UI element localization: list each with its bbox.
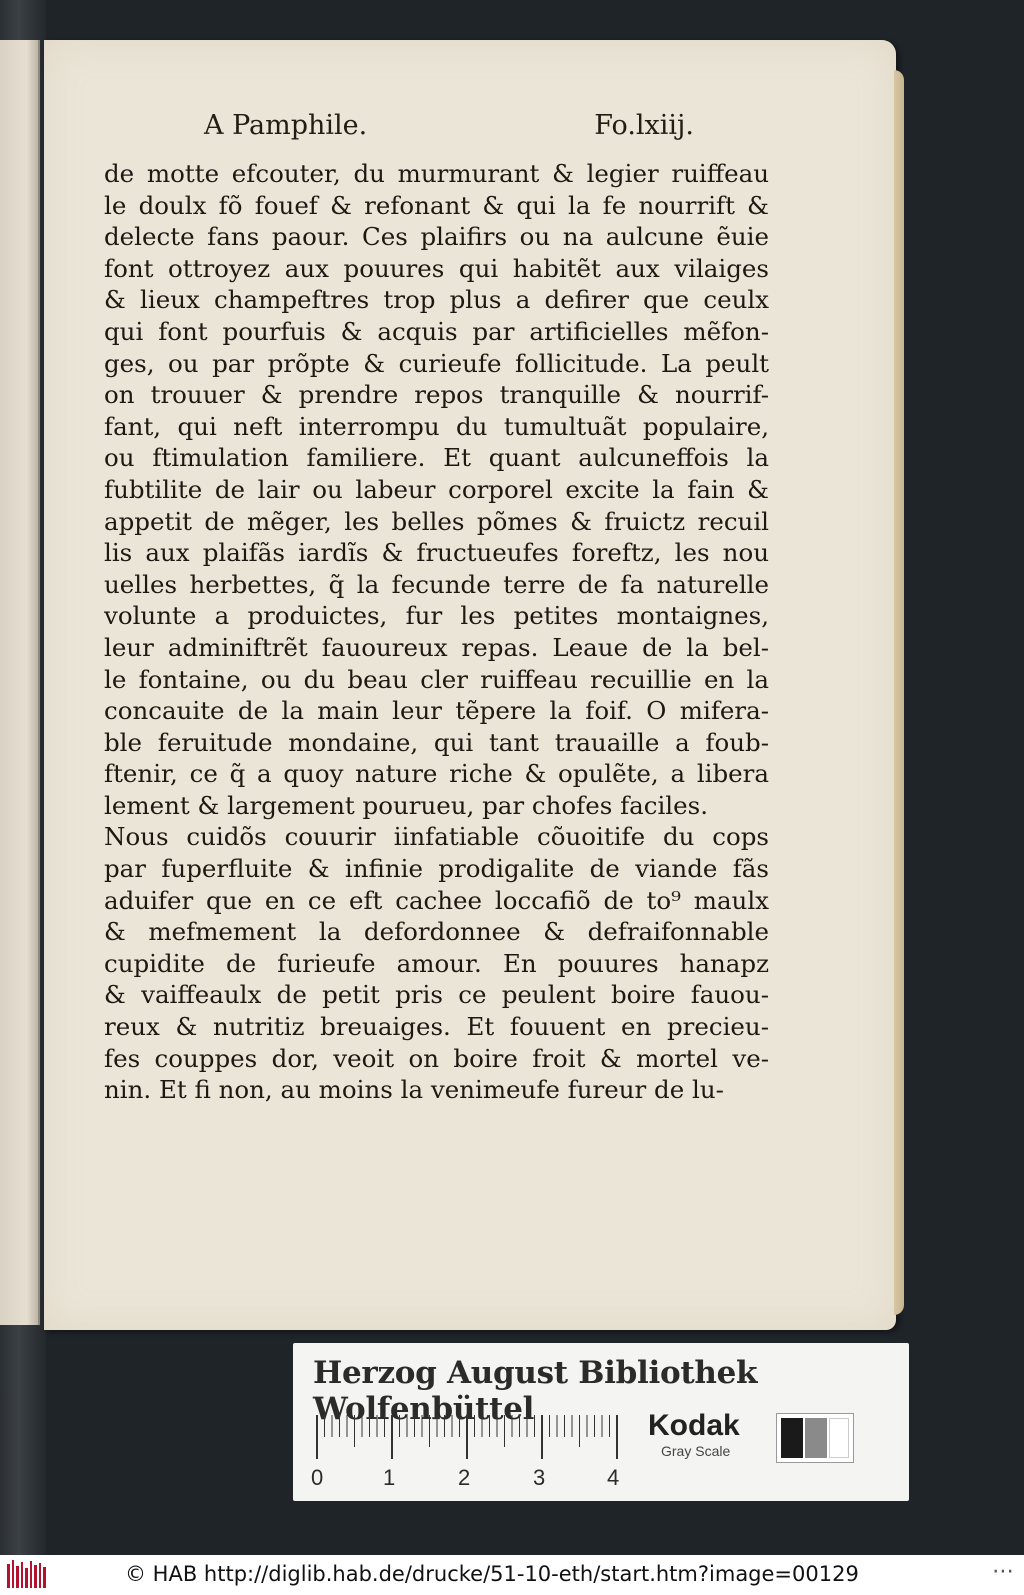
body-text — [104, 158, 769, 1106]
book-page — [44, 40, 896, 1330]
color-target-card — [293, 1343, 909, 1501]
text-line: ges, ou par prõpte & curieufe follicitude. La peult — [104, 348, 769, 378]
text-line: & mefmement la defordonnee & defraifonnable — [104, 917, 769, 947]
text-line: de motte efcouter, du murmurant & legier ruiffeau — [104, 159, 769, 188]
ruler-number: 0 — [311, 1465, 324, 1490]
gray-scale-label: Gray Scale — [661, 1443, 731, 1459]
running-head-title: A Pamphile. — [204, 110, 368, 141]
text-line: cupidite de furieufe amour. En pouures hanapz — [104, 948, 769, 978]
text-line: volunte a produictes, fur les petites montaignes, — [104, 601, 769, 631]
text-line: font ottroyez aux pouures qui habitẽt aux vilaiges — [104, 253, 769, 283]
folio-number: Fo.lxiij. — [594, 110, 694, 141]
text-line: le fontaine, ou du beau cler ruiffeau recuillie en la — [104, 664, 769, 694]
patch-light — [829, 1418, 849, 1458]
text-line: ftenir, ce q̃ a quoy nature riche & opulẽte, a libera — [104, 759, 769, 789]
text-line: appetit de mẽger, les belles põmes & fruictz recuil — [104, 506, 769, 536]
text-line: lis aux plaifãs iardĩs & fructueufes foreftz, les nou — [104, 538, 769, 568]
text-line: fes couppes dor, veoit on boire froit & mortel ve- — [104, 1043, 769, 1073]
patch-dark — [781, 1418, 803, 1458]
ruler-number: 1 — [383, 1465, 396, 1490]
text-line: reux & nutritiz breuaiges. Et fouuent en precieu- — [104, 1012, 769, 1042]
text-line: delecte fans paour. Ces plaifirs ou na aulcune ẽuie — [104, 222, 769, 252]
text-line: on trouuer & prendre repos tranquille & nourrif- — [104, 380, 769, 410]
text-line: concauite de la main leur tẽpere la foif. O mifera- — [104, 696, 769, 726]
target-title: Herzog August Bibliothek Wolfenbüttel — [313, 1355, 758, 1427]
text-line: le doulx fõ fouef & refonant & qui la fe nourrift & — [104, 190, 769, 220]
text-line: fubtilite de lair ou labeur corporel excite la fain & — [104, 474, 769, 504]
text-line: aduifer que en ce eft cachee loccafiõ de to⁹ maulx — [104, 885, 769, 915]
text-line: par fuperfluite & infinie prodigalite de viande fãs — [104, 854, 769, 884]
footer-bar — [0, 1555, 1024, 1595]
gray-patches — [776, 1413, 854, 1463]
text-line: qui font pourfuis & acquis par artificielles mẽfon- — [104, 316, 769, 346]
kodak-logo: Kodak — [648, 1409, 740, 1442]
ellipsis-icon[interactable]: ⋯ — [992, 1559, 1014, 1584]
page-fore-edge — [894, 70, 904, 1315]
text-line: lement & largement pourueu, par chofes faciles. — [104, 790, 709, 820]
ruler-ticks — [313, 1413, 623, 1461]
text-line: uelles herbettes, q̃ la fecunde terre de fa naturelle — [104, 569, 769, 599]
ruler-number: 4 — [607, 1465, 620, 1490]
ruler — [313, 1413, 623, 1493]
text-line: ou ftimulation familiere. Et quant aulcuneffois la — [104, 443, 769, 473]
ruler-number: 3 — [533, 1465, 546, 1490]
text-line: & vaiffeaulx de petit pris ce peulent boire fauou- — [104, 980, 769, 1010]
text-line: nin. Et fi non, au moins la venimeufe fureur de lu- — [104, 1075, 724, 1105]
running-head — [204, 110, 694, 150]
ruler-number: 2 — [458, 1465, 471, 1490]
patch-mid — [805, 1418, 827, 1458]
copyright-link[interactable]: © HAB http://diglib.hab.de/drucke/51-10-eth/start.htm?image=00129 — [125, 1562, 859, 1586]
previous-page-edge — [0, 40, 40, 1325]
hab-logo-icon — [6, 1560, 48, 1590]
text-line: Nous cuidõs couurir iinfatiable cõuoitife du cops — [104, 822, 769, 852]
text-line: & lieux champeftres trop plus a defirer que ceulx — [104, 285, 769, 315]
text-line: leur adminiftrẽt fauoureux repas. Leaue de la bel- — [104, 632, 769, 662]
text-line: fant, qui neft interrompu du tumultuãt populaire, — [104, 411, 769, 441]
text-line: ble feruitude mondaine, qui tant trauaille a foub- — [104, 727, 769, 757]
